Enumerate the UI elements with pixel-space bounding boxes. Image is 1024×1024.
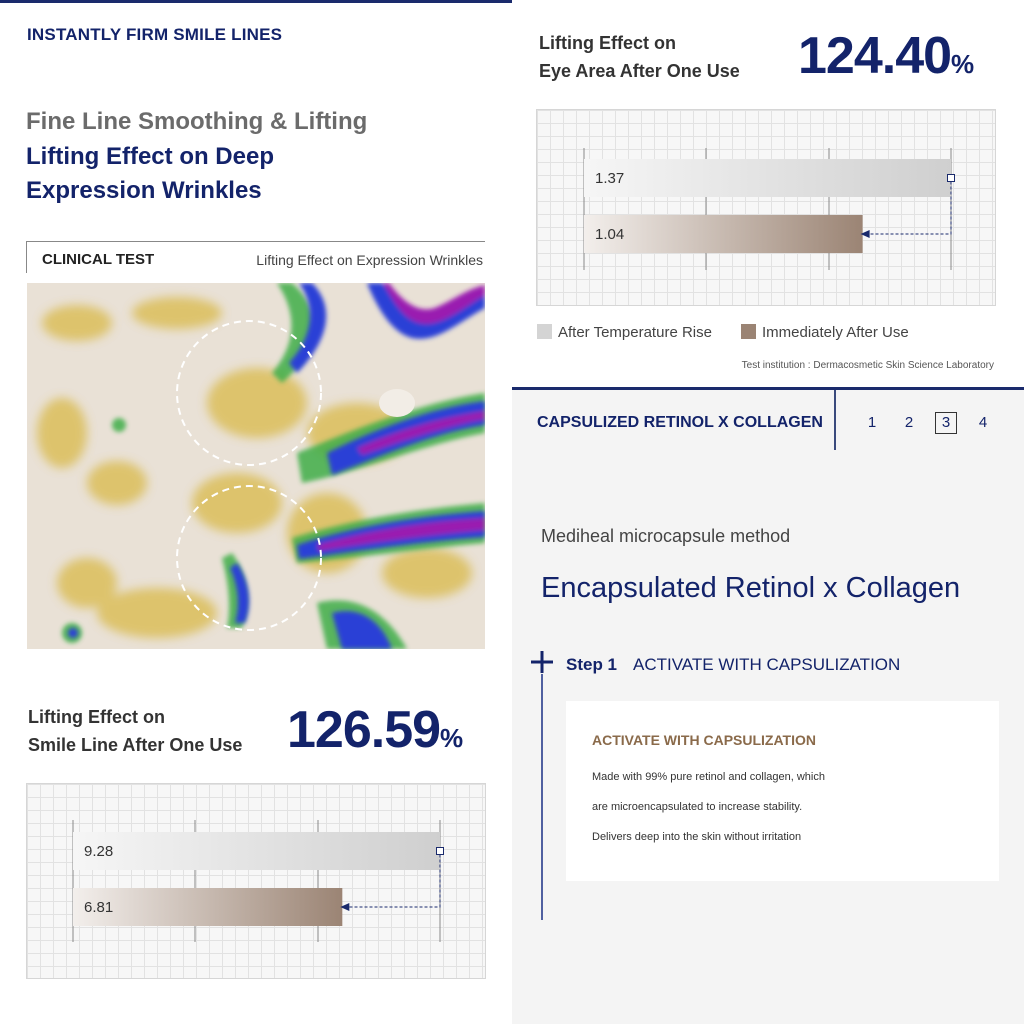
legend-swatch-brown [741,324,756,339]
step-number: Step 1 [566,655,618,674]
subheading: Fine Line Smoothing & Lifting [26,108,368,135]
eye-area-stat-unit: % [951,49,975,79]
smile-line-stat-label [28,703,242,759]
test-institution-note: Test institution : Dermacosmetic Skin Science Laboratory [741,360,994,371]
bar-value-label: 6.81 [84,899,114,916]
step-timeline-line [541,674,543,920]
method-title: Encapsulated Retinol x Collagen [541,572,961,604]
top-divider [0,0,512,3]
section-title: CAPSULIZED RETINOL X COLLAGEN [537,414,823,431]
legend-label: Immediately After Use [762,324,909,341]
comparison-marker [437,848,444,855]
card-text-line-1: Made with 99% pure retinol and collagen, which [592,771,825,783]
section-separator [834,390,836,450]
wrinkle-thermal-image [27,283,485,649]
method-label: Mediheal microcapsule method [541,526,791,546]
clinical-test-header [26,241,485,273]
card-text-line-3: Delivers deep into the skin without irritation [592,831,802,843]
page-1-button[interactable]: 1 [867,414,877,431]
card-title: ACTIVATE WITH CAPSULIZATION [592,732,816,748]
right-panel [512,0,1024,1024]
legend-after-temperature [537,324,712,341]
main-heading-line-2: Expression Wrinkles [26,177,262,204]
eye-area-stat-label-line-2: Eye Area After One Use [539,61,740,81]
eye-area-stat-value: 124.40 [798,27,952,85]
step-title: ACTIVATE WITH CAPSULIZATION [633,655,901,674]
smile-line-chart-svg [27,784,486,979]
main-heading-line-1: Lifting Effect on Deep [26,143,274,170]
page-3-button[interactable]: 3 [935,412,957,434]
eye-area-chart [536,109,996,306]
smile-line-stat-label-line-2: Smile Line After One Use [28,735,243,755]
bar-value-label: 1.37 [595,170,625,187]
smile-line-stat-value: 126.59 [287,701,441,759]
legend-swatch-grey [537,324,552,339]
eye-area-chart-svg [537,110,996,306]
eye-area-stat-label [539,29,740,85]
bar-immediately-after-use [73,888,342,926]
eye-area-stat-label-line-1: Lifting Effect on [539,33,676,53]
bar-value-label: 9.28 [84,843,114,860]
bar-value-label: 1.04 [595,226,625,243]
legend-label: After Temperature Rise [558,324,712,341]
legend-immediately-after-use [741,324,909,341]
bar-after-temperature-rise [584,159,951,197]
page-2-button[interactable]: 2 [904,414,914,431]
bar-immediately-after-use [584,215,863,253]
smile-line-chart [26,783,486,979]
tagline: INSTANTLY FIRM SMILE LINES [27,25,283,44]
comparison-marker [948,175,955,182]
clinical-test-description: Lifting Effect on Expression Wrinkles [256,252,483,268]
smile-line-stat-label-line-1: Lifting Effect on [28,707,165,727]
eye-area-stat-value-group [798,26,974,86]
clinical-test-label: CLINICAL TEST [42,251,155,268]
bar-after-temperature-rise [73,832,440,870]
section-divider [512,387,1024,390]
step-card [566,701,999,881]
card-text-line-2: are microencapsulated to increase stability. [592,801,803,813]
smile-line-stat-value-group [287,700,463,760]
plus-icon [530,650,554,674]
page-4-button[interactable]: 4 [978,414,988,431]
smile-line-stat-unit: % [440,723,464,753]
